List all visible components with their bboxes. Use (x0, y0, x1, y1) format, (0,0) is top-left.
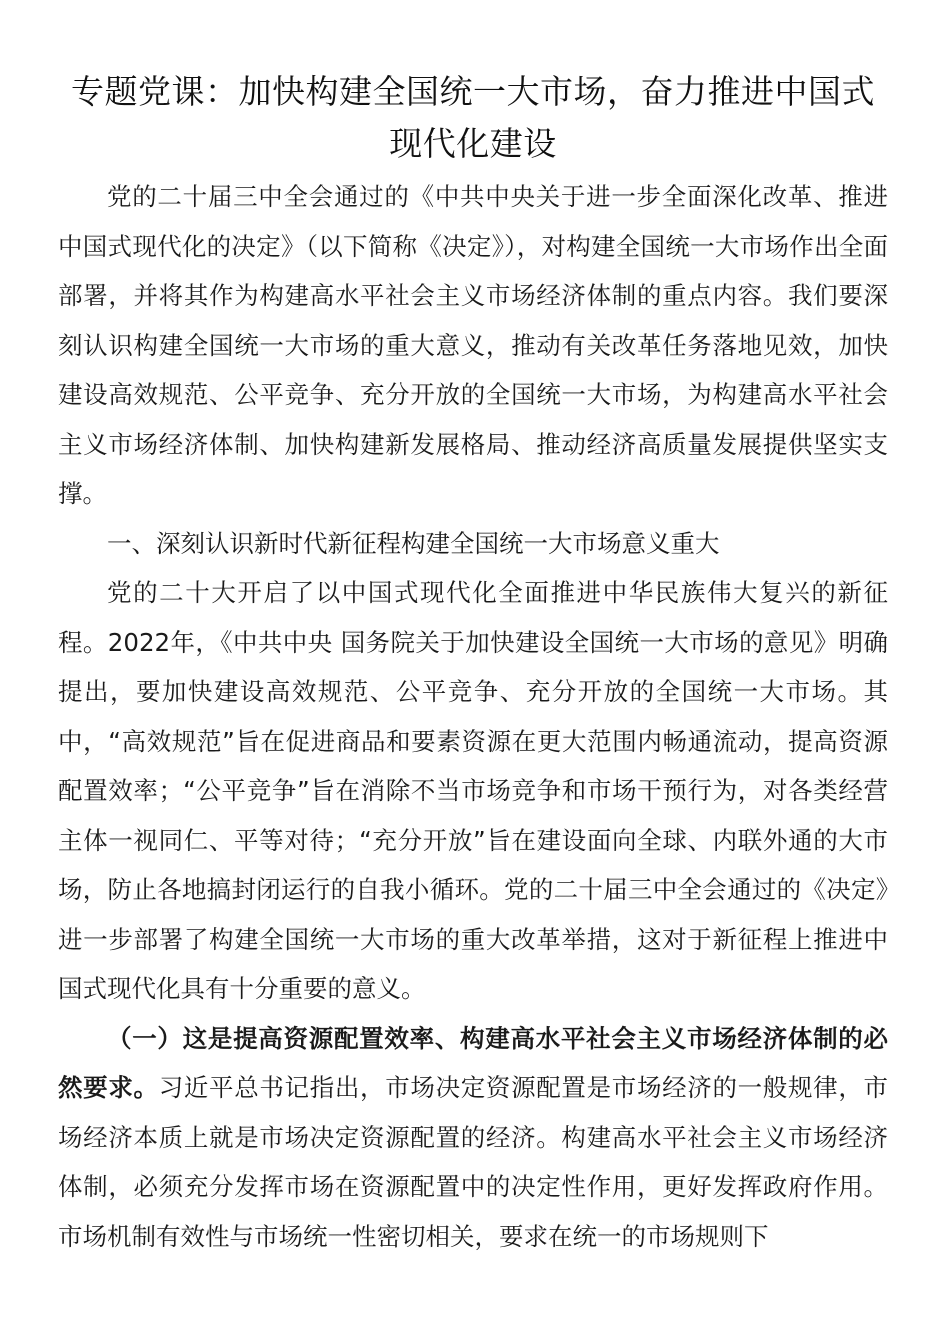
subsection-1-lead: （一）这是提高资源配置效率、构建高水平社会主义市场经济体制的必然要求。 (58, 1023, 888, 1102)
subsection-1-text: 习近平总书记指出，市场决定资源配置是市场经济的一般规律，市场经济本质上就是市场决定资源配置的经济。构建高水平社会主义市场经济体制，必须充分发挥市场在资源配置中的决定性作用，更好发挥政府作用。市场机制有效性与市场统一性密切相关，要求在统一的市场规则下 (58, 1073, 888, 1251)
intro-paragraph: 党的二十届三中全会通过的《中共中央关于进一步全面深化改革、推进中国式现代化的决定》（以下简称《决定》），对构建全国统一大市场作出全面部署，并将其作为构建高水平社会主义市场经济体制的重点内容。我们要深刻认识构建全国统一大市场的重大意义，推动有关改革任务落地见效，加快建设高效规范、公平竞争、充分开放的全国统一大市场，为构建高水平社会主义市场经济体制、加快构建新发展格局、推动经济高质量发展提供坚实支撑。 (58, 182, 888, 508)
section-1-paragraph: 党的二十大开启了以中国式现代化全面推进中华民族伟大复兴的新征程。2022年，《中共中央 国务院关于加快建设全国统一大市场的意见》明确提出，要加快建设高效规范、公平竞争、充分开放的全国统一大市场。其中，“高效规范”旨在促进商品和要素资源在更大范围内畅通流动，提高资源配置效率；“公平竞争”旨在消除不当市场竞争和市场干预行为，对各类经营主体一视同仁、平等对待；“充分开放”旨在建设面向全球、内联外通的大市场，防止各地搞封闭运行的自我小循环。党的二十届三中全会通过的《决定》进一步部署了构建全国统一大市场的重大改革举措，这对于新征程上推进中国式现代化具有十分重要的意义。 (58, 578, 888, 1003)
document-title: 专题党课：加快构建全国统一大市场，奋力推进中国式现代化建设 (71, 72, 875, 163)
subsection-1-paragraph (58, 1014, 888, 1262)
section-heading-1: 一、深刻认识新时代新征程构建全国统一大市场意义重大 (107, 528, 720, 558)
